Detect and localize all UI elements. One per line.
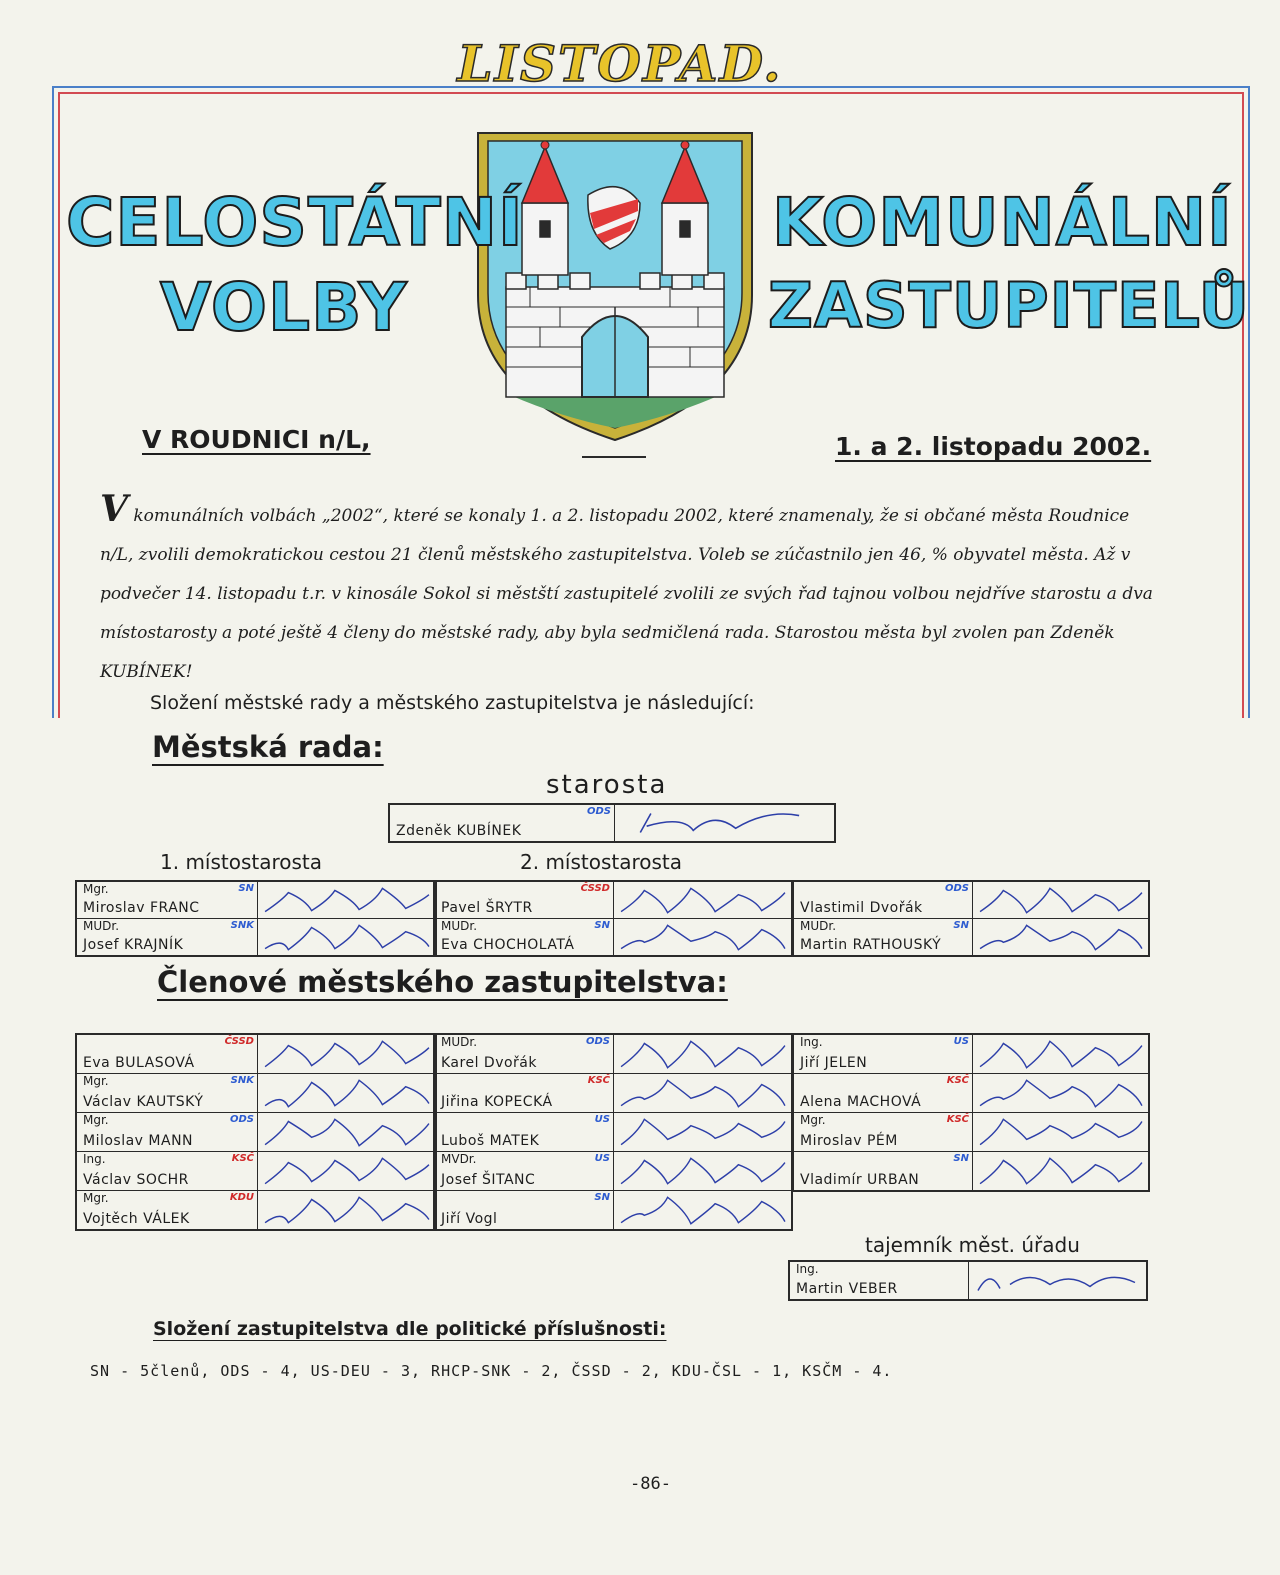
secretary-table <box>788 1260 1148 1301</box>
name-cell <box>77 1152 258 1190</box>
signature <box>615 1035 791 1073</box>
signature <box>259 1152 435 1190</box>
mayor-label: starosta <box>546 770 668 800</box>
member-name: Jiří JELEN <box>800 1055 868 1071</box>
member-table <box>75 880 437 957</box>
signature <box>615 1152 791 1190</box>
name-cell <box>77 1074 258 1112</box>
signature <box>259 1035 435 1073</box>
signature <box>615 882 791 918</box>
member-title: MUDr. <box>800 919 837 933</box>
party-tag: KSČ <box>946 1114 969 1125</box>
signature <box>615 1191 791 1229</box>
party-tag: KDU <box>229 1192 254 1203</box>
composition-intro: Složení městské rady a městského zastupitelstva je následující: <box>150 692 755 714</box>
table-row <box>435 882 791 919</box>
member-title: MUDr. <box>441 919 478 933</box>
signature <box>974 882 1148 918</box>
table-row <box>77 1035 435 1074</box>
party-tag: ODS <box>944 883 969 894</box>
table-row <box>794 882 1148 919</box>
party-tag: US <box>953 1036 969 1047</box>
table-row <box>435 1191 791 1229</box>
table-row <box>77 1113 435 1152</box>
name-cell <box>390 805 615 841</box>
table-row <box>77 1074 435 1113</box>
paragraph-dropcap: V <box>100 488 128 530</box>
table-row <box>435 1074 791 1113</box>
table-row <box>794 919 1148 955</box>
party-tag: ODS <box>229 1114 254 1125</box>
member-title: MUDr. <box>441 1035 478 1049</box>
party-tag: SN <box>594 1192 610 1203</box>
title-zastupitelu: ZASTUPITELŮ <box>768 269 1251 342</box>
signature <box>259 1113 435 1151</box>
signature <box>615 1074 791 1112</box>
party-tag: US <box>594 1153 610 1164</box>
party-tag: SN <box>953 920 969 931</box>
member-name: Vojtěch VÁLEK <box>83 1211 190 1227</box>
member-title: MVDr. <box>441 1152 477 1166</box>
table-row <box>794 1113 1148 1152</box>
member-title: Mgr. <box>800 1113 826 1127</box>
name-cell <box>794 919 973 955</box>
member-table <box>433 880 793 957</box>
signature <box>616 805 834 841</box>
party-tag: ČSSD <box>224 1036 254 1047</box>
member-title: Mgr. <box>83 882 109 896</box>
name-cell <box>794 882 973 918</box>
name-cell <box>794 1113 973 1151</box>
mayor-table <box>388 803 836 843</box>
name-cell <box>77 1113 258 1151</box>
table-row <box>390 805 834 841</box>
name-cell <box>794 1035 973 1073</box>
table-row <box>435 1035 791 1074</box>
member-name: Miroslav PÉM <box>800 1133 898 1149</box>
member-title: Mgr. <box>83 1074 109 1088</box>
table-row <box>794 1074 1148 1113</box>
election-paragraph <box>100 490 1160 692</box>
member-name: Martin VEBER <box>796 1281 898 1297</box>
table-row <box>794 1152 1148 1190</box>
title-celostatni: CELOSTÁTNÍ <box>66 184 524 261</box>
name-cell <box>435 1074 614 1112</box>
page-number: -86- <box>630 1474 671 1494</box>
member-name: Zdeněk KUBÍNEK <box>396 823 522 839</box>
name-cell <box>77 882 258 918</box>
member-table <box>433 1033 793 1231</box>
party-tag: SN <box>953 1153 969 1164</box>
member-name: Miroslav FRANC <box>83 900 200 916</box>
member-title: Mgr. <box>83 1113 109 1127</box>
party-tag: ODS <box>586 806 611 817</box>
member-title: Ing. <box>83 1152 106 1166</box>
name-cell <box>790 1262 969 1299</box>
table-row <box>790 1262 1146 1299</box>
deputy2-label: 2. místostarosta <box>520 850 683 874</box>
table-row <box>794 1035 1148 1074</box>
member-table <box>792 1033 1150 1192</box>
member-title: Ing. <box>800 1035 823 1049</box>
place-line: V ROUDNICI n/L, <box>142 425 371 454</box>
name-cell <box>435 1113 614 1151</box>
title-volby: VOLBY <box>160 269 408 346</box>
party-heading: Složení zastupitelstva dle politické příslušnosti: <box>153 1318 667 1340</box>
name-cell <box>435 919 614 955</box>
city-coat-of-arms <box>470 125 760 445</box>
month-heading: LISTOPAD. <box>457 34 783 93</box>
signature <box>974 1074 1148 1112</box>
party-tag: ČSSD <box>580 883 610 894</box>
member-name: Jiří Vogl <box>441 1211 498 1227</box>
member-name: Vlastimil Dvořák <box>800 900 923 916</box>
member-table <box>792 880 1150 957</box>
member-name: Pavel ŠRYTR <box>441 900 533 916</box>
party-tag: SNK <box>230 920 254 931</box>
deputy1-label: 1. místostarosta <box>160 850 323 874</box>
member-title: Ing. <box>796 1262 819 1276</box>
shield-underline <box>582 456 646 458</box>
table-row <box>77 1152 435 1191</box>
signature <box>615 1113 791 1151</box>
member-title: Mgr. <box>83 1191 109 1205</box>
signature <box>974 1035 1148 1073</box>
table-row <box>77 1191 435 1229</box>
name-cell <box>77 919 258 955</box>
signature <box>259 919 435 955</box>
signature <box>615 919 791 955</box>
member-name: Miloslav MANN <box>83 1133 194 1149</box>
member-name: Eva BULASOVÁ <box>83 1055 195 1071</box>
party-tag: SNK <box>230 1075 254 1086</box>
title-komunalni: KOMUNÁLNÍ <box>772 184 1233 261</box>
member-name: Václav SOCHR <box>83 1172 189 1188</box>
member-name: Jiřina KOPECKÁ <box>441 1094 553 1110</box>
member-name: Vladimír URBAN <box>800 1172 920 1188</box>
member-title: MUDr. <box>83 919 120 933</box>
party-tag: SN <box>594 920 610 931</box>
signature <box>259 1191 435 1229</box>
assembly-heading: Členové městského zastupitelstva: <box>157 965 728 999</box>
signature <box>259 882 435 918</box>
party-tag: ODS <box>585 1036 610 1047</box>
member-name: Josef ŠITANC <box>441 1172 536 1188</box>
secretary-label: tajemník měst. úřadu <box>865 1233 1080 1257</box>
member-name: Alena MACHOVÁ <box>800 1094 922 1110</box>
name-cell <box>77 1035 258 1073</box>
party-summary: SN - 5členů, ODS - 4, US-DEU - 3, RHCP-SNK - 2, ČSSD - 2, KDU-ČSL - 1, KSČM - 4. <box>90 1362 893 1380</box>
name-cell <box>435 1035 614 1073</box>
signature <box>970 1262 1146 1299</box>
party-tag: US <box>594 1114 610 1125</box>
party-tag: KSČ <box>946 1075 969 1086</box>
member-name: Václav KAUTSKÝ <box>83 1094 204 1110</box>
table-row <box>435 1113 791 1152</box>
signature <box>259 1074 435 1112</box>
party-tag: KSČ <box>587 1075 610 1086</box>
name-cell <box>794 1152 973 1190</box>
name-cell <box>435 1152 614 1190</box>
member-name: Luboš MATEK <box>441 1133 540 1149</box>
member-name: Eva CHOCHOLATÁ <box>441 937 575 953</box>
paragraph-text: komunálních volbách „2002“, které se konaly 1. a 2. listopadu 2002, které znamenaly, že si občané města Roudnice n/L, zvolili demokratickou cestou 21 členů městského zastupitelstva. Voleb se zúčastnilo jen 46, % obyvatel města. Až v podvečer 14. listopadu t.r. v kinosále Sokol si městští zastupitelé zvolili ze svých řad tajnou volbou nejdříve starostu a dva místostarosty a poté ještě 4 členy do městské rady, aby byla sedmičlená rada. Starostou města byl zvolen pan Zdeněk KUBÍNEK! <box>100 506 1153 682</box>
council-heading: Městská rada: <box>152 730 384 764</box>
member-name: Martin RATHOUSKÝ <box>800 937 942 953</box>
signature <box>974 919 1148 955</box>
table-row <box>77 919 435 955</box>
name-cell <box>794 1074 973 1112</box>
signature <box>974 1152 1148 1190</box>
member-table <box>75 1033 437 1231</box>
party-tag: SN <box>238 883 254 894</box>
date-line: 1. a 2. listopadu 2002. <box>835 432 1152 461</box>
table-row <box>435 1152 791 1191</box>
member-name: Karel Dvořák <box>441 1055 537 1071</box>
signature <box>974 1113 1148 1151</box>
name-cell <box>77 1191 258 1229</box>
name-cell <box>435 1191 614 1229</box>
table-row <box>435 919 791 955</box>
name-cell <box>435 882 614 918</box>
party-tag: KSČ <box>231 1153 254 1164</box>
table-row <box>77 882 435 919</box>
member-name: Josef KRAJNÍK <box>83 937 184 953</box>
